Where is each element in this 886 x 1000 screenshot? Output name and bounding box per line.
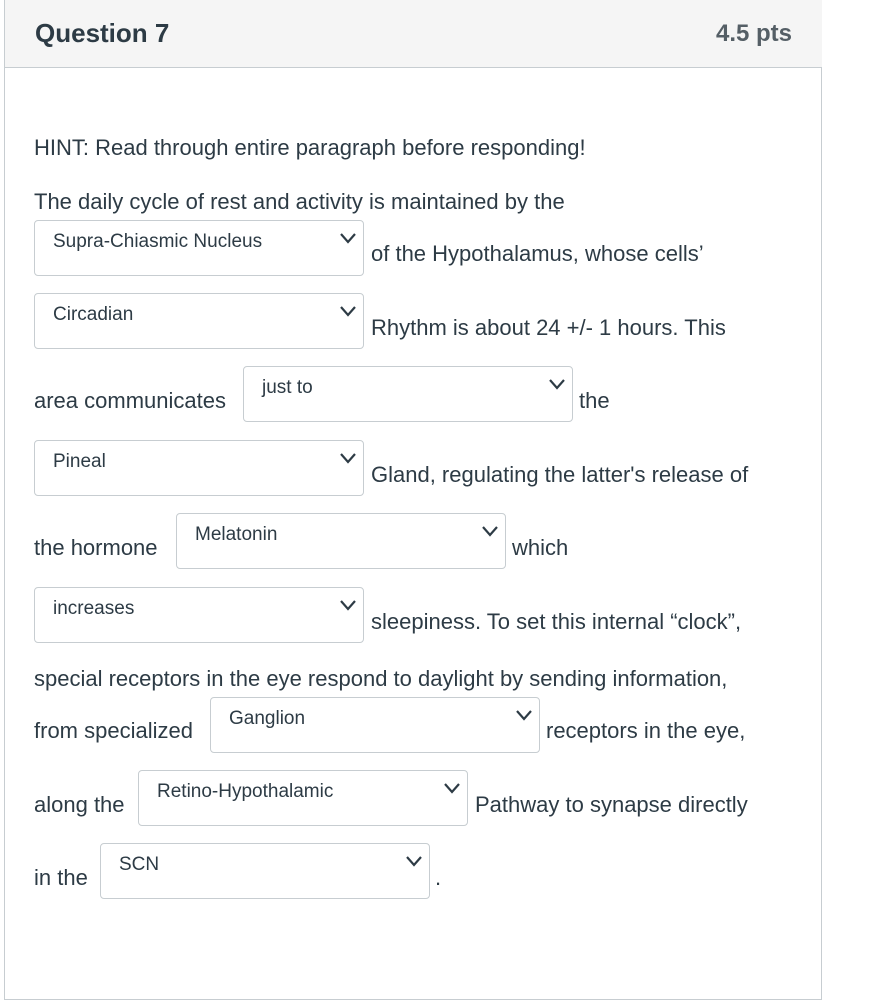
dropdown-blank-9[interactable] bbox=[100, 843, 430, 899]
chevron-down-icon bbox=[481, 524, 499, 538]
sentence-text: the hormone bbox=[34, 535, 158, 560]
dropdown-blank-4[interactable] bbox=[34, 440, 364, 496]
dropdown-blank-3[interactable] bbox=[243, 366, 573, 422]
dropdown-value: Ganglion bbox=[229, 708, 306, 729]
dropdown-value: just to bbox=[262, 377, 313, 398]
hint-text: HINT: Read through entire paragraph before responding! bbox=[34, 135, 586, 160]
sentence-text: Pathway to synapse directly bbox=[475, 792, 748, 817]
question-title: Question 7 bbox=[35, 18, 170, 48]
chevron-down-icon bbox=[339, 598, 357, 612]
dropdown-value: Retino-Hypothalamic bbox=[157, 781, 334, 802]
dropdown-blank-7[interactable] bbox=[210, 697, 540, 753]
sentence-text: along the bbox=[34, 792, 125, 817]
sentence-text: from specialized bbox=[34, 718, 193, 743]
chevron-down-icon bbox=[405, 854, 423, 868]
sentence-period: . bbox=[435, 865, 442, 890]
sentence-text: The daily cycle of rest and activity is maintained by the bbox=[34, 189, 565, 214]
dropdown-blank-8[interactable] bbox=[138, 770, 468, 826]
chevron-down-icon bbox=[515, 708, 533, 722]
dropdown-blank-1[interactable] bbox=[34, 220, 364, 276]
question-points: 4.5 pts bbox=[715, 20, 792, 47]
question-header bbox=[5, 0, 822, 68]
chevron-down-icon bbox=[339, 304, 357, 318]
sentence-text: which bbox=[512, 535, 569, 560]
dropdown-blank-6[interactable] bbox=[34, 587, 364, 643]
sentence-text: Rhythm is about 24 +/- 1 hours. This bbox=[371, 315, 726, 340]
dropdown-blank-5[interactable] bbox=[176, 513, 506, 569]
dropdown-value: Melatonin bbox=[195, 524, 278, 545]
sentence-text: area communicates bbox=[34, 388, 226, 413]
chevron-down-icon bbox=[339, 451, 357, 465]
sentence-text: receptors in the eye, bbox=[546, 718, 746, 743]
dropdown-blank-2[interactable] bbox=[34, 293, 364, 349]
sentence-text: of the Hypothalamus, whose cells’ bbox=[371, 241, 704, 266]
sentence-text: the bbox=[579, 388, 610, 413]
dropdown-value: Supra-Chiasmic Nucleus bbox=[53, 231, 263, 252]
chevron-down-icon bbox=[548, 377, 566, 391]
sentence-text: special receptors in the eye respond to daylight by sending information, bbox=[34, 666, 728, 691]
sentence-text: in the bbox=[34, 865, 88, 890]
sentence-text: sleepiness. To set this internal “clock”, bbox=[371, 609, 742, 634]
sentence-text: Gland, regulating the latter's release of bbox=[371, 462, 749, 487]
dropdown-value: SCN bbox=[119, 854, 160, 875]
chevron-down-icon bbox=[443, 781, 461, 795]
dropdown-value: Pineal bbox=[53, 451, 106, 472]
dropdown-value: increases bbox=[53, 598, 135, 619]
dropdown-value: Circadian bbox=[53, 304, 134, 325]
chevron-down-icon bbox=[339, 231, 357, 245]
